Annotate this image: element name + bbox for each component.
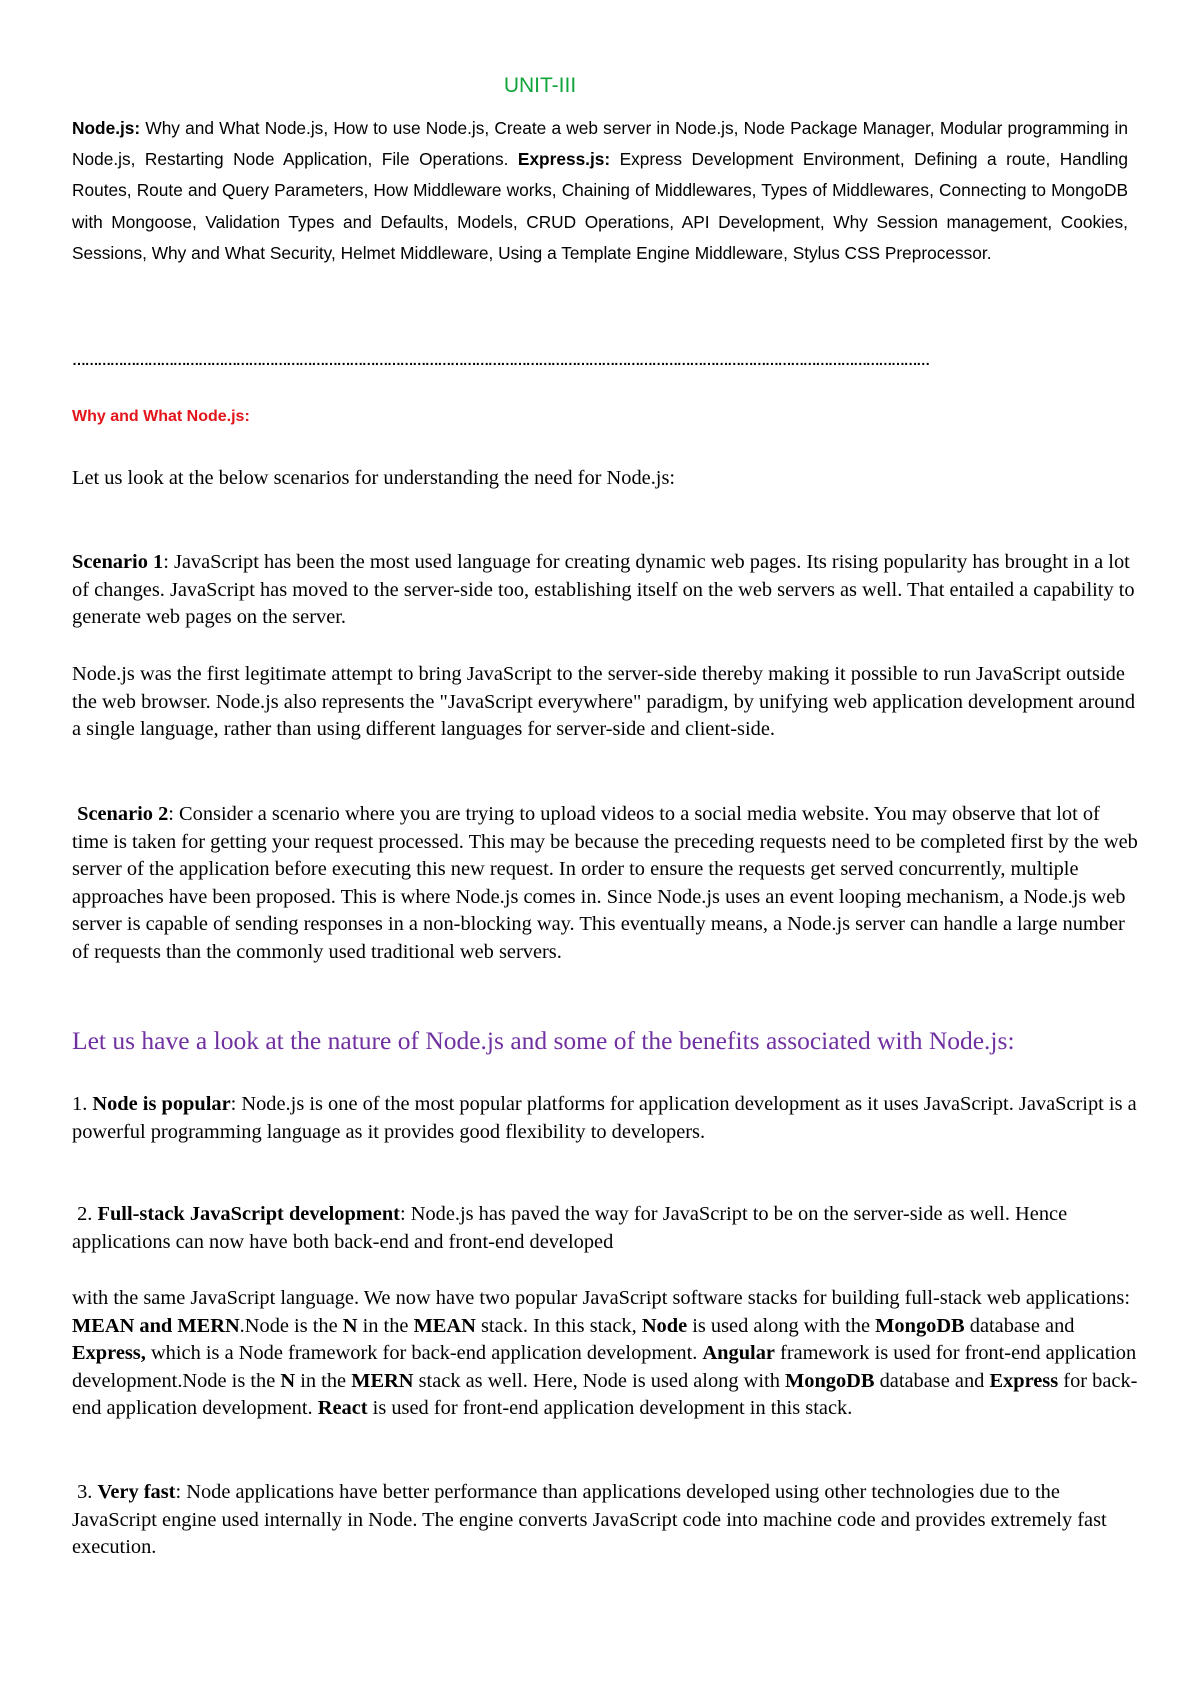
- point2-continuation: [72, 1285, 1138, 1423]
- point2-number: 2.: [77, 1203, 98, 1225]
- text-run: in the: [295, 1369, 352, 1392]
- bold-run: Angular: [702, 1342, 775, 1365]
- point2-paragraph: [72, 1201, 1138, 1256]
- text-run: in the: [357, 1314, 414, 1337]
- intro-paragraph: Let us look at the below scenarios for understanding the need for Node.js:: [72, 467, 676, 489]
- point3-number: 3.: [77, 1481, 98, 1503]
- point2-label: Full-stack JavaScript development: [97, 1203, 400, 1225]
- bold-run: Express: [989, 1369, 1059, 1392]
- text-run: stack. In this stack,: [475, 1314, 642, 1337]
- point1-label: Node is popular: [92, 1093, 231, 1115]
- point3-paragraph: [72, 1479, 1138, 1562]
- dotted-divider: ……………………………………………………………………………………………………………………………………………………………………………………: [72, 352, 929, 368]
- bold-run: N: [280, 1369, 296, 1392]
- text-run: database and: [874, 1369, 990, 1392]
- syllabus-paragraph: [72, 113, 1128, 269]
- scenario2-text: : Consider a scenario where you are trying to upload videos to a social media website. You may observe that lot of time is taken for getting your request processed. This may be because the preceding requests need to be completed first by the web server of the application before executing this new request. In order to ensure the requests get served concurrently, multiple approaches have been proposed. This is where Node.js comes in. Since Node.js uses an event looping mechanism, a Node.js web server is capable of sending responses in a non-blocking way. This eventually means, a Node.js server can handle a large number of requests than the commonly used traditional web servers.: [72, 803, 1138, 963]
- bold-run: MEAN: [413, 1314, 476, 1337]
- bold-run: MongoDB: [875, 1314, 965, 1337]
- text-run: for back-end application development.: [72, 1369, 1138, 1420]
- text-run: .Node is the: [239, 1314, 343, 1337]
- bold-run: Express,: [72, 1342, 146, 1365]
- text-run: framework is used for front-end application development.Node is the: [72, 1342, 1137, 1392]
- node-topics: Why and What Node.js, How to use Node.js, Create a web server in Node.js, Node Package Manager, Modular programming in Node.js, Restarting Node Application, File Operations.: [72, 118, 1128, 170]
- node-label: Node.js:: [72, 118, 141, 138]
- text-run: with the same JavaScript language. We now have two popular JavaScript software stacks for building full-stack web applications:: [72, 1287, 1131, 1309]
- text-run: stack as well. Here, Node is used along with: [413, 1369, 785, 1392]
- bold-run: React: [317, 1397, 368, 1420]
- bold-run: MongoDB: [785, 1369, 875, 1392]
- point1-paragraph: [72, 1091, 1138, 1146]
- express-label: Express.js:: [517, 149, 611, 170]
- express-topics: Express Development Environment, Defining a route, Handling Routes, Route and Query Parameters, How Middleware works, Chaining of Middlewares, Types of Middlewares, Connecting to MongoDB with Mongoose, Validation Types and Defaults, Models, CRUD Operations, API Development, Why Session management, Cookies, Sessions, Why and What Security, Helmet Middleware, Using a Template Engine Middleware, Stylus CSS Preprocessor.: [72, 149, 1128, 263]
- scenario1-paragraph: [72, 549, 1138, 632]
- point3-text: : Node applications have better performance than applications developed using other technologies due to the JavaScript engine used internally in Node. The engine converts JavaScript code into machine code and provides extremely fast execution.: [72, 1481, 1107, 1559]
- scenario2-label: Scenario 2: [77, 803, 169, 825]
- text-run: database and: [964, 1314, 1075, 1337]
- scenario2-paragraph: [72, 801, 1138, 967]
- point2-text: : Node.js has paved the way for JavaScript to be on the server-side as well. Hence applications can now have both back-end and front-end developed: [72, 1203, 1068, 1253]
- bold-run: MEAN and MERN: [72, 1314, 240, 1337]
- unit-title: UNIT-III: [503, 74, 577, 97]
- benefits-heading: Let us have a look at the nature of Node.js and some of the benefits associated with Node.js:: [72, 1026, 1015, 1055]
- text-run: is used along with the: [687, 1314, 876, 1337]
- point1-number: 1.: [72, 1093, 93, 1115]
- bold-run: N: [342, 1314, 358, 1337]
- scenario1-text: : JavaScript has been the most used language for creating dynamic web pages. Its rising popularity has brought in a lot of changes. JavaScript has moved to the server-side too, establishing itself on the web servers as well. That entailed a capability to generate web pages on the server.: [72, 551, 1135, 629]
- node-paragraph: Node.js was the first legitimate attempt to bring JavaScript to the server-side thereby making it possible to run JavaScript outside the web browser. Node.js also represents the "JavaScript everywhere" paradigm, by unifying web application development around a single language, rather than using different languages for server-side and client-side.: [72, 663, 1136, 741]
- section-heading: Why and What Node.js:: [72, 408, 250, 425]
- point1-text: : Node.js is one of the most popular platforms for application development as it uses JavaScript. JavaScript is a powerful programming language as it provides good flexibility to developers.: [72, 1093, 1137, 1143]
- scenario1-label: Scenario 1: [72, 551, 164, 573]
- bold-run: MERN: [351, 1369, 414, 1392]
- text-run: which is a Node framework for back-end application development.: [145, 1342, 703, 1365]
- bold-run: Node: [641, 1314, 688, 1337]
- text-run: is used for front-end application development in this stack.: [367, 1397, 853, 1420]
- point3-label: Very fast: [97, 1481, 176, 1503]
